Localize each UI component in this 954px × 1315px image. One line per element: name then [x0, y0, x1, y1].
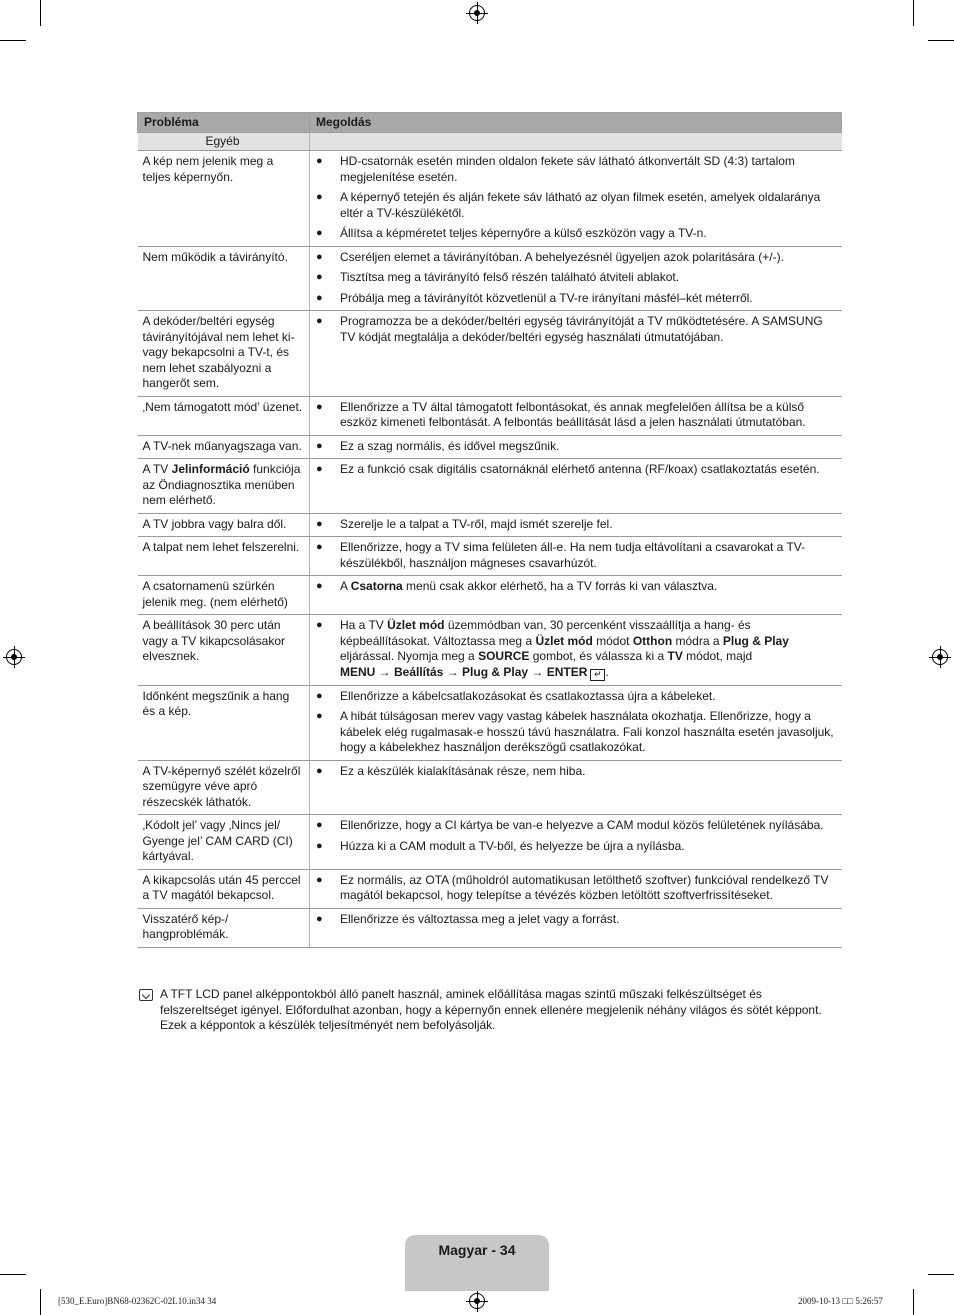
solution-item: ● Ellenőrizze a TV által támogatott felbontásokat, és annak megfelelően állítsa be a külső eszköz kimeneti felbontását. A felbontás beállítását lásd a jelen használati útmutatóban. [316, 400, 836, 431]
table-row [138, 513, 842, 537]
solution-cell [310, 615, 842, 686]
footer-right: 2009-10-13 □□ 5:26:57 [798, 1296, 883, 1306]
table-row [138, 815, 842, 870]
crop-mark [913, 1289, 914, 1315]
solution-cell [310, 576, 842, 615]
table-row [138, 435, 842, 459]
problem-cell: Visszatérő kép-/ hangproblémák. [138, 908, 310, 947]
solution-item: ● Ez a szag normális, és idővel megszűnik. [316, 439, 836, 455]
solution-item: ● Ha a TV Üzlet mód üzemmódban van, 30 percenként visszaállítja a hang- és képbeállításokat. Változtassa meg a Üzlet mód módot Otthon módra a Plug & Play eljárással. Nyomja meg a SOURCE gombot, és válassza ki a TV módot, majd MENU → Beállítás → Plug & Play → ENTER ↵ . [316, 618, 836, 681]
problem-cell: Nem működik a távirányító. [138, 246, 310, 311]
solution-cell [310, 396, 842, 435]
table-row [138, 760, 842, 815]
solution-item: ● Ez a funkció csak digitális csatornáknál elérhető antenna (RF/koax) csatlakoztatás esetén. [316, 462, 836, 478]
table-row [138, 396, 842, 435]
registration-mark-icon [469, 5, 485, 21]
solution-item: ● Ellenőrizze és változtassa meg a jelet vagy a forrást. [316, 912, 836, 928]
solution-item: ● Ellenőrizze, hogy a TV sima felületen áll-e. Ha nem tudja eltávolítani a csavarokat a TV-készülékből, használjon mágneses csavarhúzót. [316, 540, 836, 571]
solution-item: ● Cseréljen elemet a távirányítóban. A behelyezésnél ügyeljen azok polaritására (+/-). [316, 250, 836, 266]
registration-mark-icon [6, 649, 22, 665]
note-icon [139, 989, 153, 1001]
solution-item: ● Ez normális, az OTA (műholdról automatikusan letölthető szoftver) funkcióval rendelkező TV magától bekapcsol, hogy telepítse a tévézés közben letöltött szoftverfrissítéseket. [316, 873, 836, 904]
footer-left: [530_E.Euro]BN68-02362C-02L10.in34 34 [58, 1296, 217, 1306]
enter-icon: ↵ [590, 669, 605, 681]
solution-cell [310, 869, 842, 908]
table-row [138, 615, 842, 686]
crop-mark [928, 40, 954, 41]
registration-mark-icon [932, 649, 948, 665]
solution-cell [310, 246, 842, 311]
solution-item: ● A képernyő tetején és alján fekete sáv látható az olyan filmek esetén, amelyek oldalaránya eltér a TV-készülékétől. [316, 190, 836, 221]
solution-cell [310, 151, 842, 247]
table-row [138, 576, 842, 615]
problem-cell: A dekóder/beltéri egység távirányítójával nem lehet ki- vagy bekapcsolni a TV-t, és nem lehet szabályozni a hangerőt sem. [138, 311, 310, 397]
table-row [138, 685, 842, 760]
solution-item: ● Programozza be a dekóder/beltéri egység távirányítóját a TV működtetésére. A SAMSUNG TV kódját megtalálja a dekóder/beltéri egység használati útmutatójában. [316, 314, 836, 345]
solution-cell [310, 685, 842, 760]
header-problem: Probléma [138, 113, 310, 133]
solution-item: ● Ellenőrizze, hogy a CI kártya be van-e helyezve a CAM modul közös felületének nyílásába. [316, 818, 836, 834]
solution-item: ● Ellenőrizze a kábelcsatlakozásokat és csatlakoztassa újra a kábeleket. [316, 689, 836, 705]
troubleshooting-table [137, 112, 842, 948]
solution-cell [310, 513, 842, 537]
problem-cell: A talpat nem lehet felszerelni. [138, 537, 310, 576]
crop-mark [40, 0, 41, 26]
problem-cell: A beállítások 30 perc után vagy a TV kikapcsolásakor elvesznek. [138, 615, 310, 686]
note-text: A TFT LCD panel alképpontokból álló panelt használ, aminek előállítása magas szintű műszaki felkészültséget és felszereltséget igényel. Előfordulhat azonban, hogy a képernyőn ennek ellenére megjelenik néhány világos és sötét képpont. Ezek a képpontok a készülék teljesítményét nem befolyásolják. [160, 987, 822, 1032]
page-number-tab [405, 1235, 549, 1291]
table-header [138, 113, 842, 133]
table-row [138, 908, 842, 947]
problem-cell: Időnként megszűnik a hang és a kép. [138, 685, 310, 760]
solution-cell [310, 815, 842, 870]
problem-cell: A TV-nek műanyagszaga van. [138, 435, 310, 459]
solution-cell [310, 908, 842, 947]
solution-cell [310, 459, 842, 514]
solution-cell [310, 760, 842, 815]
problem-cell: A kikapcsolás után 45 perccel a TV magától bekapcsol. [138, 869, 310, 908]
table-row [138, 869, 842, 908]
solution-cell [310, 311, 842, 397]
table-row [138, 311, 842, 397]
crop-mark [40, 1289, 41, 1315]
category-label: Egyéb [138, 132, 310, 151]
registration-mark-icon [469, 1293, 485, 1309]
solution-cell [310, 537, 842, 576]
table-row [138, 537, 842, 576]
solution-item: ● Tisztítsa meg a távirányító felső részén található átviteli ablakot. [316, 270, 836, 286]
page-label: Magyar - 34 [438, 1242, 516, 1258]
solution-item: ● A hibát túlságosan merev vagy vastag kábelek használata okozhatja. Ellenőrizze, hogy a kábelek elég rugalmasak-e hosszú távú használatra. Fali konzol használta esetén javasoljuk, hogy a kábelekhez használjon derékszögű csatlakozókat. [316, 709, 836, 756]
solution-item: ● A Csatorna menü csak akkor elérhető, ha a TV forrás ki van választva. [316, 579, 836, 595]
solution-item: ● Ez a készülék kialakításának része, nem hiba. [316, 764, 836, 780]
crop-mark [913, 0, 914, 26]
solution-item: ● Húzza ki a CAM modult a TV-ből, és helyezze be újra a nyílásba. [316, 839, 836, 855]
solution-cell [310, 435, 842, 459]
solution-item: ● Állítsa a képméretet teljes képernyőre a külső eszközön vagy a TV-n. [316, 226, 836, 242]
crop-mark [0, 40, 26, 41]
problem-cell: A kép nem jelenik meg a teljes képernyőn. [138, 151, 310, 247]
crop-mark [928, 1274, 954, 1275]
note-block [137, 987, 842, 1034]
table-row [138, 246, 842, 311]
problem-cell: A csatornamenü szürkén jelenik meg. (nem elérhető) [138, 576, 310, 615]
solution-item: ● HD-csatornák esetén minden oldalon fekete sáv látható átkonvertált SD (4:3) tartalom megjelenítése esetén. [316, 154, 836, 185]
header-solution: Megoldás [310, 113, 842, 133]
solution-item: ● Próbálja meg a távirányítót közvetlenül a TV-re irányítani másfél–két méterről. [316, 291, 836, 307]
problem-cell: A TV-képernyő szélét közelről szemügyre véve apró részecskék láthatók. [138, 760, 310, 815]
table-row [138, 459, 842, 514]
problem-cell: A TV jobbra vagy balra dől. [138, 513, 310, 537]
problem-cell: A TV Jelinformáció funkciója az Öndiagnosztika menüben nem elérhető. [138, 459, 310, 514]
crop-mark [0, 1274, 26, 1275]
table-row [138, 151, 842, 247]
problem-cell: ‚Nem támogatott mód’ üzenet. [138, 396, 310, 435]
category-row [138, 132, 842, 151]
solution-item: ● Szerelje le a talpat a TV-ről, majd ismét szerelje fel. [316, 517, 836, 533]
problem-cell: ‚Kódolt jel’ vagy ‚Nincs jel/ Gyenge jel’ CAM CARD (CI) kártyával. [138, 815, 310, 870]
